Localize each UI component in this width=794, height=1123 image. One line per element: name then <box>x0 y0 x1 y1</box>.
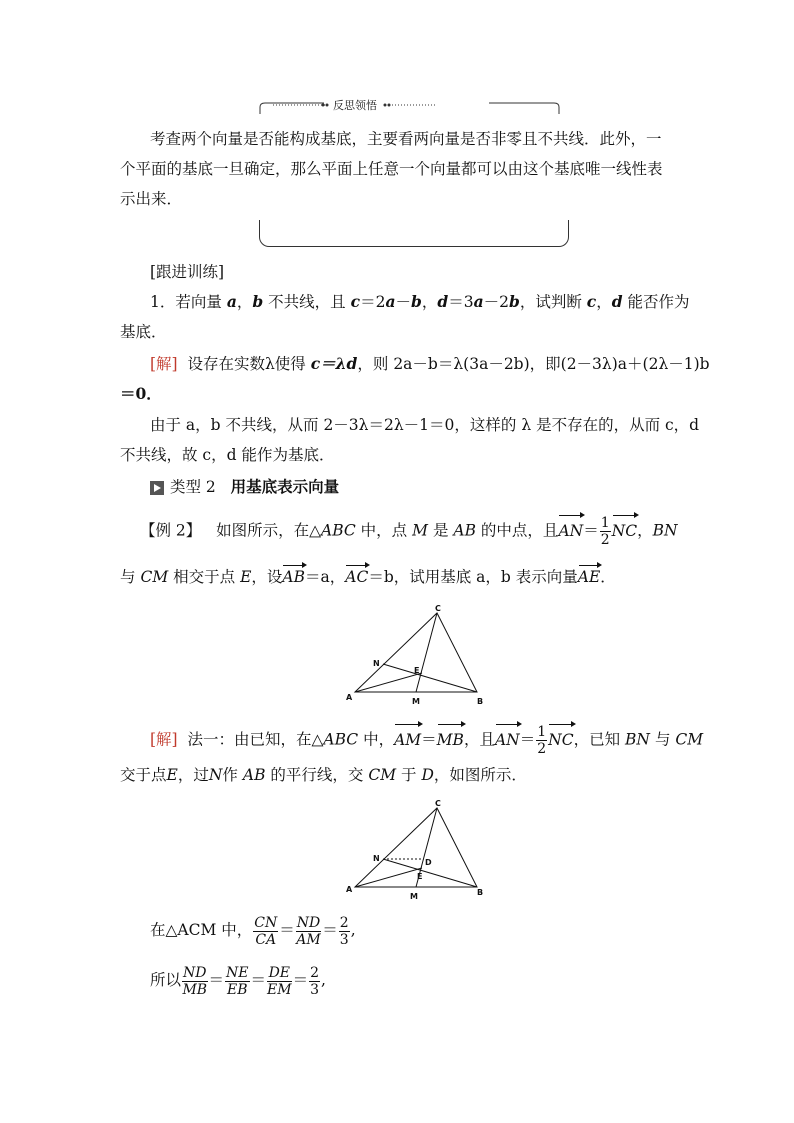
fraction-de-em <box>267 965 292 998</box>
reflection-box-bottom <box>259 220 569 247</box>
type2-label: 类型 2 <box>170 478 216 496</box>
ex-math: AB <box>453 521 476 540</box>
q-a: a <box>226 292 237 311</box>
q-b: b <box>411 292 422 311</box>
sol-text: 的平行线，交 <box>270 766 364 784</box>
label-n: N <box>373 854 380 863</box>
ratio-line2 <box>150 960 326 1000</box>
fraction-nd-mb <box>182 965 207 998</box>
sol-math: E <box>166 766 178 784</box>
sol-text: 于 <box>401 766 417 784</box>
q-a: a <box>473 292 484 311</box>
sol-text: 设存在实数λ使得 <box>187 355 306 373</box>
sol-eq: ＝ <box>421 730 437 749</box>
segment-bn <box>383 664 477 692</box>
vector-an: AN <box>558 517 583 545</box>
q-c: c <box>350 292 361 311</box>
fraction-nd-am <box>296 915 321 948</box>
sol-math: AB <box>242 766 266 784</box>
vector-an: AN <box>495 726 520 754</box>
triangle-abc <box>355 808 477 887</box>
frac-num: 2 <box>310 964 320 981</box>
sol-text: ，且 <box>463 730 495 749</box>
sol-text: ，已知 <box>573 730 621 749</box>
label-n: N <box>373 659 380 668</box>
sol-math: ABC <box>323 730 359 749</box>
frac-den: EB <box>227 981 248 998</box>
sol-eq: ＝ <box>250 971 267 989</box>
ex-text: ． <box>600 568 616 586</box>
sol-eq: ＝ <box>322 921 338 939</box>
fraction-two-thirds <box>309 965 320 998</box>
q-text: 不共线，且 <box>268 293 346 311</box>
ex-text: 的中点，且 <box>480 521 559 540</box>
label-b: B <box>477 888 484 897</box>
sol-text: ，则 2a－b＝λ(3a－2b)，即(2－3λ)a＋(2λ－1)b <box>357 355 710 373</box>
vector-nc: NC <box>548 726 573 754</box>
sol-math: BN <box>625 730 650 749</box>
type2-title: 用基底表示向量 <box>230 477 340 496</box>
label-a: A <box>346 693 353 702</box>
q-sep: ， <box>596 293 612 311</box>
training-header: [跟进训练] <box>150 263 225 281</box>
reflection-box-top <box>259 100 565 114</box>
solution1-line2: ＝0． <box>120 384 162 403</box>
label-m: M <box>410 892 418 901</box>
sol-math: CM <box>368 766 397 784</box>
q-b: b <box>509 292 520 311</box>
frac-den: MB <box>182 981 208 998</box>
sol-text: 与 <box>654 730 671 749</box>
question-line2: 基底． <box>120 323 167 341</box>
q-eq: ＝3 <box>448 293 474 311</box>
vector-ae: AE <box>577 568 601 586</box>
sol-eq: ＝ <box>208 971 225 989</box>
frac-num: ND <box>183 964 207 981</box>
ex-text: 相交于点 <box>173 568 236 586</box>
box-text-line2: 个平面的基底一旦确定，那么平面上任意一个向量都可以由这个基底唯一线性表 <box>120 160 663 178</box>
solution1-line3: 由于 a，b 不共线，从而 2－3λ＝2λ－1＝0，这样的 λ 是不存在的，从而 c，d <box>150 416 700 434</box>
label-e: E <box>414 666 420 675</box>
box-top-border <box>259 101 565 115</box>
solution-tag: [解] <box>150 355 178 373</box>
frac-den: 3 <box>310 981 320 998</box>
sol-text: 作 <box>222 766 238 784</box>
vector-nc: NC <box>612 517 637 545</box>
ex-math: E <box>240 568 252 586</box>
type2-heading <box>150 477 339 497</box>
ex-math: CM <box>140 568 169 586</box>
ex-text: 与 <box>120 568 136 586</box>
label-c: C <box>435 799 441 808</box>
q-text: ，试判断 <box>519 293 582 311</box>
label-d: D <box>425 858 432 867</box>
vector-am: AM <box>394 726 421 754</box>
sol-eq: ＝ <box>292 971 309 989</box>
box-text-line3: 示出来． <box>120 190 183 208</box>
example-tag: 【例 2】 <box>140 521 202 540</box>
frac-den: CA <box>255 931 277 948</box>
ex-math: M <box>412 521 428 540</box>
frac-den: 3 <box>339 931 349 948</box>
label-m: M <box>412 697 420 706</box>
q-c: c <box>586 292 597 311</box>
box-title: 反思领悟 <box>330 97 380 113</box>
frac-num: DE <box>268 964 291 981</box>
fraction-two-thirds <box>339 915 350 948</box>
sol-text: , <box>350 921 356 939</box>
sol-eq: ＝ <box>519 730 536 749</box>
frac-num: CN <box>254 914 278 931</box>
ex-text: ＝b，试用基底 a，b 表示向量 <box>368 568 578 586</box>
frac-den: 2 <box>600 532 610 548</box>
frac-num: 1 <box>537 724 547 740</box>
box-text-line1: 考查两个向量是否能构成基底，主要看两向量是否非零且不共线．此外，一 <box>150 130 662 148</box>
sol-math: c＝λd <box>310 354 358 373</box>
ex-text: ， <box>637 521 653 540</box>
frac-num: NE <box>226 964 249 981</box>
ex-text: 中，点 <box>360 521 408 540</box>
ex-text: 是 <box>432 521 449 540</box>
sol-text: 中， <box>363 730 395 749</box>
sol-math: N <box>208 766 223 784</box>
ratio-line1 <box>150 910 356 950</box>
label-e: E <box>417 872 423 881</box>
q-a: a <box>385 292 396 311</box>
vector-mb: MB <box>437 726 464 754</box>
fraction-cn-ca <box>253 915 278 948</box>
ex-text: ，设 <box>251 568 283 586</box>
example-line2 <box>120 567 616 587</box>
vector-ab: AB <box>282 568 306 586</box>
frac-num: 2 <box>339 914 349 931</box>
solution1-line4: 不共线，故 c，d 能作为基底． <box>120 446 335 464</box>
q-text: 能否作为 <box>627 293 690 311</box>
q-eq: ＝2 <box>360 293 386 311</box>
q-sep: ， <box>236 293 253 311</box>
label-b: B <box>477 697 484 706</box>
solution2-line1 <box>150 724 703 757</box>
sol-math: CM <box>675 730 704 749</box>
ex-text: 如图所示，在△ <box>216 521 321 540</box>
sol-text: 法一：由已知，在△ <box>187 730 324 749</box>
label-a: A <box>346 885 353 894</box>
fraction-half <box>536 724 547 757</box>
sol-text: 所以 <box>150 971 182 989</box>
frac-den: EM <box>267 981 292 998</box>
fraction-ne-eb <box>225 965 249 998</box>
solution-tag: [解] <box>150 730 178 749</box>
q-op: －2 <box>483 293 509 311</box>
sol-math: D <box>421 766 434 784</box>
ex-text: ＝a， <box>305 568 346 586</box>
q-b: b <box>252 292 264 311</box>
frac-den: 2 <box>537 741 547 757</box>
ex-eq: ＝ <box>583 521 599 540</box>
q-sep: ， <box>421 293 438 311</box>
triangle-abc <box>355 613 477 692</box>
ex-math: ABC <box>321 521 356 540</box>
sol-text: ，如图所示． <box>433 766 527 784</box>
play-icon <box>150 481 164 495</box>
frac-den: AM <box>296 931 321 948</box>
sol-text: , <box>321 971 326 989</box>
segment-cm <box>416 613 437 692</box>
example-line1 <box>140 515 678 548</box>
sol-text: 交于点 <box>120 766 167 784</box>
sol-eq: ＝ <box>279 921 295 939</box>
fraction-half <box>600 515 611 548</box>
solution1-line1 <box>150 354 710 374</box>
frac-num: ND <box>296 914 321 931</box>
q-num: 1．若向量 <box>150 293 222 311</box>
frac-num: 1 <box>600 515 610 531</box>
q-op: － <box>395 293 411 311</box>
sol-text: ，过 <box>177 766 209 784</box>
question-line1 <box>150 292 690 312</box>
q-d: d <box>437 292 449 311</box>
ex-math: BN <box>652 521 678 540</box>
triangle-figure-1 <box>340 600 490 710</box>
solution2-line2 <box>120 765 527 785</box>
sol-text: 在△ACM 中， <box>150 921 253 939</box>
label-c: C <box>435 604 441 613</box>
q-d: d <box>611 292 623 311</box>
vector-ac: AC <box>345 568 369 586</box>
triangle-figure-2 <box>340 795 490 905</box>
